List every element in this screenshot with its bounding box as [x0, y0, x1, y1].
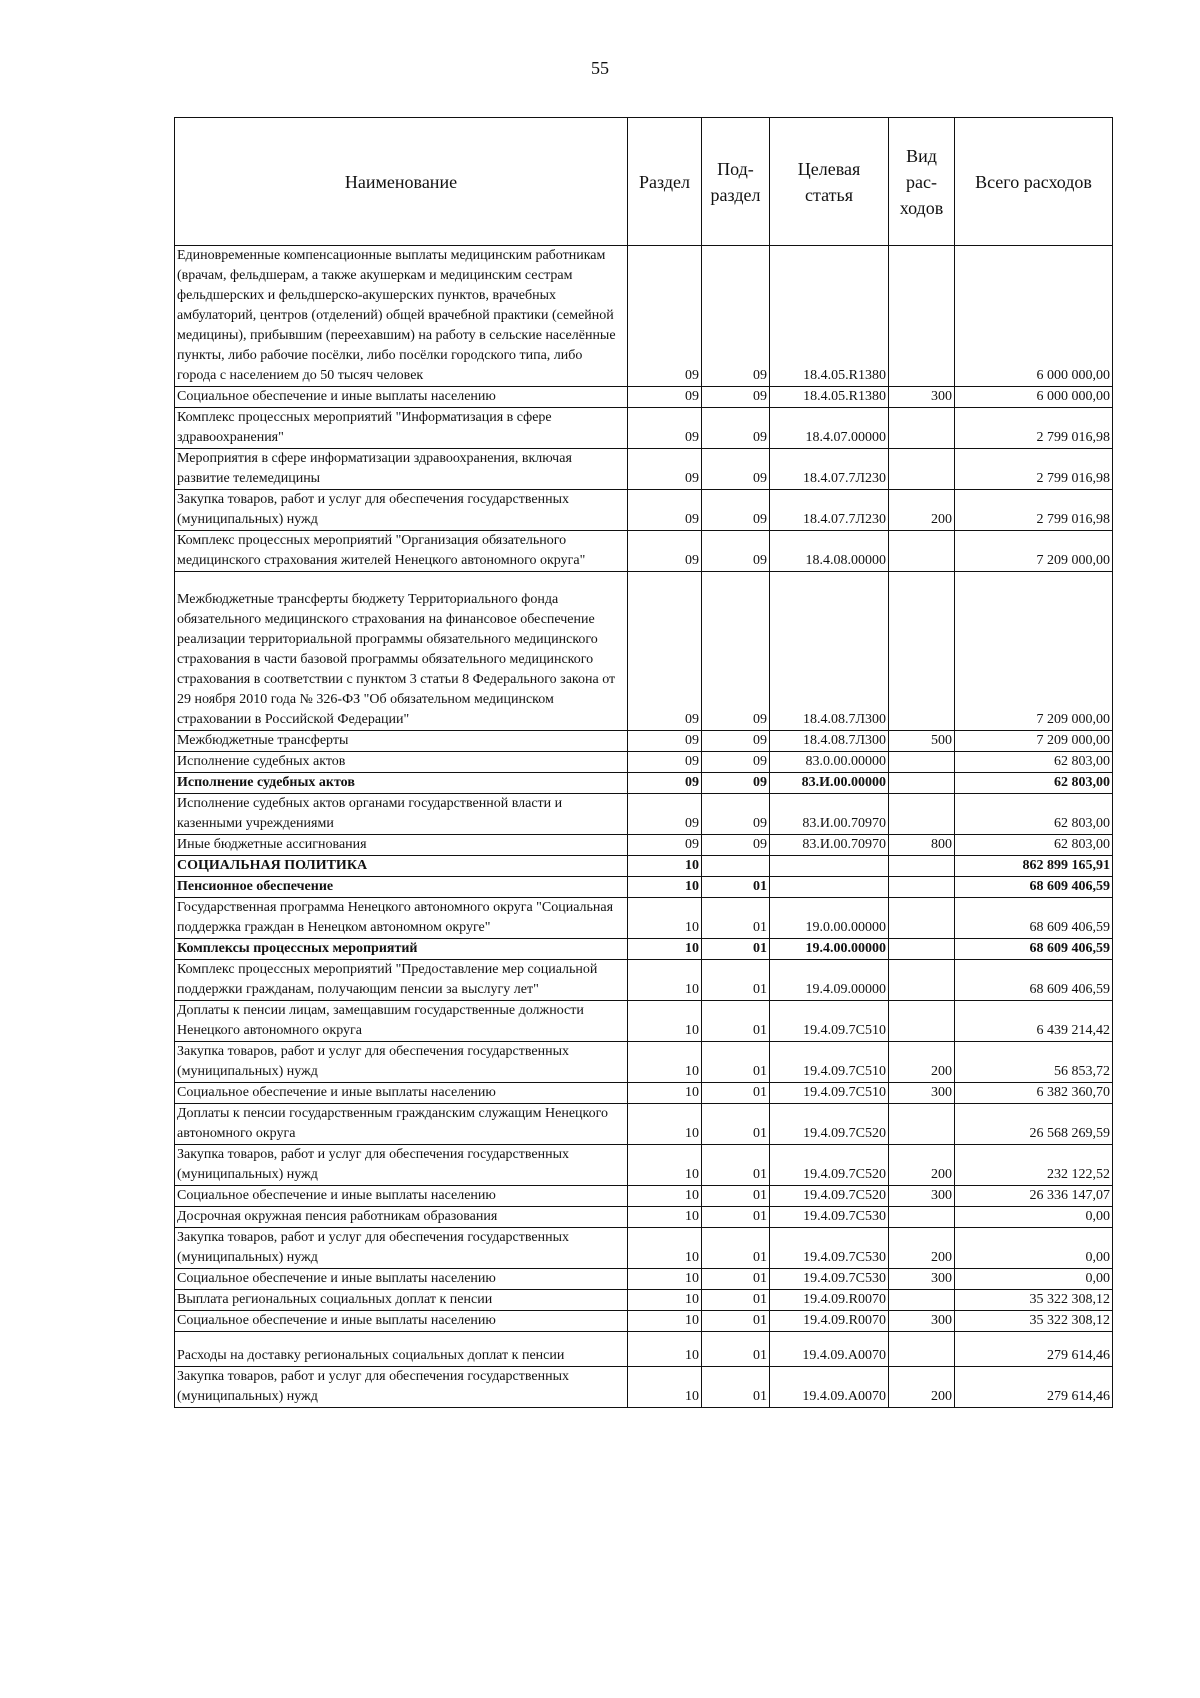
row-razdel: 09: [628, 731, 702, 752]
row-name: Иные бюджетные ассигнования: [175, 835, 628, 856]
row-vid-rashodov: [889, 572, 955, 731]
row-vid-rashodov: 200: [889, 1042, 955, 1083]
row-vid-rashodov: [889, 773, 955, 794]
row-podrazdel: 09: [702, 731, 770, 752]
row-vsego-rashodov: 7 209 000,00: [955, 531, 1113, 572]
row-name: Комплекс процессных мероприятий "Организация обязательного медицинского страхования жителей Ненецкого автономного округа": [175, 531, 628, 572]
table-row: [175, 898, 1113, 939]
row-razdel: 09: [628, 449, 702, 490]
table-row: [175, 1207, 1113, 1228]
row-name: Комплекс процессных мероприятий "Информатизация в сфере здравоохранения": [175, 408, 628, 449]
row-tselevaya-statya: 19.4.09.А0070: [770, 1367, 889, 1408]
budget-table: [174, 117, 1113, 1408]
row-name: Межбюджетные трансферты: [175, 731, 628, 752]
row-tselevaya-statya: 19.4.00.00000: [770, 939, 889, 960]
row-vsego-rashodov: 6 439 214,42: [955, 1001, 1113, 1042]
row-podrazdel: 01: [702, 898, 770, 939]
row-tselevaya-statya: 18.4.08.7Л300: [770, 731, 889, 752]
row-name: Исполнение судебных актов: [175, 773, 628, 794]
row-razdel: 09: [628, 408, 702, 449]
row-vid-rashodov: 300: [889, 387, 955, 408]
row-name: Комплекс процессных мероприятий "Предоставление мер социальной поддержки гражданам, получающим пенсии за выслугу лет": [175, 960, 628, 1001]
row-tselevaya-statya: 83.0.00.00000: [770, 752, 889, 773]
row-podrazdel: 01: [702, 1311, 770, 1332]
table-row: [175, 1145, 1113, 1186]
row-vsego-rashodov: 6 000 000,00: [955, 387, 1113, 408]
row-tselevaya-statya: 19.4.09.7С520: [770, 1104, 889, 1145]
row-tselevaya-statya: 19.4.09.R0070: [770, 1290, 889, 1311]
row-vid-rashodov: [889, 246, 955, 387]
table-row: [175, 1104, 1113, 1145]
row-name: Социальное обеспечение и иные выплаты населению: [175, 1083, 628, 1104]
row-vsego-rashodov: 62 803,00: [955, 752, 1113, 773]
row-razdel: 09: [628, 773, 702, 794]
table-row: [175, 794, 1113, 835]
row-vsego-rashodov: 62 803,00: [955, 794, 1113, 835]
header-tselevaya-statya: Целевая статья: [770, 118, 889, 246]
table-row: [175, 1001, 1113, 1042]
row-podrazdel: 09: [702, 794, 770, 835]
table-row: [175, 387, 1113, 408]
row-vid-rashodov: [889, 752, 955, 773]
table-row: [175, 939, 1113, 960]
row-vid-rashodov: 300: [889, 1311, 955, 1332]
table-row: [175, 731, 1113, 752]
row-razdel: 10: [628, 1367, 702, 1408]
row-podrazdel: 09: [702, 387, 770, 408]
row-name: Мероприятия в сфере информатизации здравоохранения, включая развитие телемедицины: [175, 449, 628, 490]
row-vid-rashodov: [889, 1290, 955, 1311]
row-razdel: 10: [628, 1290, 702, 1311]
row-name: Закупка товаров, работ и услуг для обеспечения государственных (муниципальных) нужд: [175, 490, 628, 531]
row-vsego-rashodov: 26 336 147,07: [955, 1186, 1113, 1207]
table-row: [175, 877, 1113, 898]
row-vsego-rashodov: 35 322 308,12: [955, 1311, 1113, 1332]
header-vsego-rashodov: Всего расходов: [955, 118, 1113, 246]
row-vsego-rashodov: 2 799 016,98: [955, 490, 1113, 531]
table-row: [175, 449, 1113, 490]
row-podrazdel: 01: [702, 877, 770, 898]
row-tselevaya-statya: 18.4.08.00000: [770, 531, 889, 572]
row-vid-rashodov: [889, 856, 955, 877]
row-podrazdel: 01: [702, 1042, 770, 1083]
row-name: Государственная программа Ненецкого автономного округа "Социальная поддержка граждан в Ненецком автономном округе": [175, 898, 628, 939]
table-row: [175, 246, 1113, 387]
row-vsego-rashodov: 68 609 406,59: [955, 877, 1113, 898]
row-tselevaya-statya: 19.4.09.7С510: [770, 1083, 889, 1104]
row-podrazdel: 01: [702, 1104, 770, 1145]
row-podrazdel: 01: [702, 960, 770, 1001]
row-name: Закупка товаров, работ и услуг для обеспечения государственных (муниципальных) нужд: [175, 1145, 628, 1186]
row-name: Социальное обеспечение и иные выплаты населению: [175, 387, 628, 408]
row-podrazdel: 09: [702, 773, 770, 794]
row-vid-rashodov: [889, 531, 955, 572]
table-row: [175, 1311, 1113, 1332]
row-tselevaya-statya: 19.4.09.7С530: [770, 1269, 889, 1290]
row-razdel: 10: [628, 856, 702, 877]
table-row: [175, 856, 1113, 877]
row-vsego-rashodov: 62 803,00: [955, 773, 1113, 794]
row-razdel: 10: [628, 898, 702, 939]
row-name: Единовременные компенсационные выплаты медицинским работникам (врачам, фельдшерам, а также акушеркам и медицинским сестрам фельдшерских и фельдшерско-акушерских пунктов, врачебных амбулаторий, центров (отделений) общей врачебной практики (семейной медицины), прибывшим (переехавшим) на работу в сельские населённые пункты, либо рабочие посёлки, либо посёлки городского типа, либо города с населением до 50 тысяч человек: [175, 246, 628, 387]
row-name: Комплексы процессных мероприятий: [175, 939, 628, 960]
row-podrazdel: 09: [702, 490, 770, 531]
row-name: Социальное обеспечение и иные выплаты населению: [175, 1311, 628, 1332]
row-vsego-rashodov: 0,00: [955, 1228, 1113, 1269]
row-podrazdel: 09: [702, 449, 770, 490]
row-vid-rashodov: [889, 794, 955, 835]
row-podrazdel: 09: [702, 246, 770, 387]
row-razdel: 10: [628, 1269, 702, 1290]
row-vid-rashodov: [889, 1332, 955, 1367]
table-row: [175, 752, 1113, 773]
table-row: [175, 1367, 1113, 1408]
row-vsego-rashodov: 2 799 016,98: [955, 408, 1113, 449]
row-name: Доплаты к пенсии лицам, замещавшим государственные должности Ненецкого автономного округа: [175, 1001, 628, 1042]
row-vid-rashodov: 200: [889, 1228, 955, 1269]
header-name: Наименование: [175, 118, 628, 246]
table-header-row: [175, 118, 1113, 246]
row-razdel: 09: [628, 387, 702, 408]
row-name: Расходы на доставку региональных социальных доплат к пенсии: [175, 1332, 628, 1367]
row-podrazdel: 01: [702, 1269, 770, 1290]
row-razdel: 10: [628, 1207, 702, 1228]
row-vid-rashodov: [889, 449, 955, 490]
row-tselevaya-statya: 83.И.00.70970: [770, 794, 889, 835]
row-podrazdel: 09: [702, 572, 770, 731]
row-razdel: 10: [628, 877, 702, 898]
row-name: Доплаты к пенсии государственным гражданским служащим Ненецкого автономного округа: [175, 1104, 628, 1145]
row-name: Выплата региональных социальных доплат к пенсии: [175, 1290, 628, 1311]
row-vsego-rashodov: 2 799 016,98: [955, 449, 1113, 490]
row-podrazdel: 01: [702, 1145, 770, 1186]
row-vsego-rashodov: 68 609 406,59: [955, 898, 1113, 939]
row-vid-rashodov: [889, 1001, 955, 1042]
row-vsego-rashodov: 62 803,00: [955, 835, 1113, 856]
row-vsego-rashodov: 68 609 406,59: [955, 939, 1113, 960]
row-name: Социальное обеспечение и иные выплаты населению: [175, 1269, 628, 1290]
row-vid-rashodov: 200: [889, 1367, 955, 1408]
table-row: [175, 572, 1113, 731]
row-razdel: 09: [628, 572, 702, 731]
row-podrazdel: 09: [702, 752, 770, 773]
row-tselevaya-statya: 18.4.07.00000: [770, 408, 889, 449]
row-podrazdel: 01: [702, 1332, 770, 1367]
row-tselevaya-statya: 18.4.05.R1380: [770, 246, 889, 387]
row-tselevaya-statya: 19.4.09.7С520: [770, 1145, 889, 1186]
row-podrazdel: 01: [702, 1228, 770, 1269]
row-razdel: 10: [628, 1042, 702, 1083]
row-tselevaya-statya: 19.4.09.7С510: [770, 1001, 889, 1042]
row-podrazdel: 01: [702, 1207, 770, 1228]
row-vid-rashodov: 300: [889, 1186, 955, 1207]
row-tselevaya-statya: 19.4.09.7С510: [770, 1042, 889, 1083]
row-name: Досрочная окружная пенсия работникам образования: [175, 1207, 628, 1228]
row-razdel: 10: [628, 1332, 702, 1367]
row-vid-rashodov: 300: [889, 1083, 955, 1104]
row-razdel: 09: [628, 531, 702, 572]
row-podrazdel: 01: [702, 1290, 770, 1311]
row-tselevaya-statya: 19.4.09.R0070: [770, 1311, 889, 1332]
row-tselevaya-statya: 19.0.00.00000: [770, 898, 889, 939]
row-name: Исполнение судебных актов: [175, 752, 628, 773]
row-podrazdel: 09: [702, 531, 770, 572]
table-row: [175, 1083, 1113, 1104]
row-name: Социальное обеспечение и иные выплаты населению: [175, 1186, 628, 1207]
row-vsego-rashodov: 0,00: [955, 1207, 1113, 1228]
row-tselevaya-statya: 19.4.09.7С530: [770, 1207, 889, 1228]
table-row: [175, 1042, 1113, 1083]
row-tselevaya-statya: 19.4.09.А0070: [770, 1332, 889, 1367]
row-tselevaya-statya: [770, 856, 889, 877]
row-razdel: 10: [628, 939, 702, 960]
row-vid-rashodov: 200: [889, 490, 955, 531]
row-razdel: 09: [628, 246, 702, 387]
row-vid-rashodov: [889, 898, 955, 939]
row-razdel: 10: [628, 1311, 702, 1332]
row-vsego-rashodov: 6 000 000,00: [955, 246, 1113, 387]
row-name: Пенсионное обеспечение: [175, 877, 628, 898]
row-razdel: 09: [628, 490, 702, 531]
row-name: Закупка товаров, работ и услуг для обеспечения государственных (муниципальных) нужд: [175, 1367, 628, 1408]
table-row: [175, 1332, 1113, 1367]
row-razdel: 09: [628, 794, 702, 835]
row-razdel: 10: [628, 1001, 702, 1042]
row-tselevaya-statya: 19.4.09.7С520: [770, 1186, 889, 1207]
header-razdel: Раздел: [628, 118, 702, 246]
row-vsego-rashodov: 0,00: [955, 1269, 1113, 1290]
table-row: [175, 1290, 1113, 1311]
row-vid-rashodov: [889, 408, 955, 449]
row-vid-rashodov: 300: [889, 1269, 955, 1290]
row-tselevaya-statya: [770, 877, 889, 898]
page-number: 55: [591, 58, 609, 78]
row-vsego-rashodov: 232 122,52: [955, 1145, 1113, 1186]
row-vsego-rashodov: 35 322 308,12: [955, 1290, 1113, 1311]
row-podrazdel: [702, 856, 770, 877]
row-podrazdel: 09: [702, 835, 770, 856]
row-tselevaya-statya: 18.4.08.7Л300: [770, 572, 889, 731]
row-vsego-rashodov: 279 614,46: [955, 1367, 1113, 1408]
row-tselevaya-statya: 18.4.05.R1380: [770, 387, 889, 408]
row-vid-rashodov: [889, 1104, 955, 1145]
row-razdel: 10: [628, 1186, 702, 1207]
table-row: [175, 1186, 1113, 1207]
table-row: [175, 490, 1113, 531]
row-vsego-rashodov: 7 209 000,00: [955, 572, 1113, 731]
row-tselevaya-statya: 18.4.07.7Л230: [770, 449, 889, 490]
row-vid-rashodov: 800: [889, 835, 955, 856]
table-row: [175, 408, 1113, 449]
row-tselevaya-statya: 83.И.00.00000: [770, 773, 889, 794]
row-name: Закупка товаров, работ и услуг для обеспечения государственных (муниципальных) нужд: [175, 1228, 628, 1269]
table-row: [175, 531, 1113, 572]
row-podrazdel: 01: [702, 1367, 770, 1408]
row-razdel: 10: [628, 1083, 702, 1104]
row-podrazdel: 01: [702, 1083, 770, 1104]
row-razdel: 10: [628, 1145, 702, 1186]
header-vid-rashodov: Вид рас- ходов: [889, 118, 955, 246]
row-razdel: 10: [628, 1104, 702, 1145]
row-name: Исполнение судебных актов органами государственной власти и казенными учреждениями: [175, 794, 628, 835]
row-name: СОЦИАЛЬНАЯ ПОЛИТИКА: [175, 856, 628, 877]
row-tselevaya-statya: 19.4.09.7С530: [770, 1228, 889, 1269]
table-row: [175, 1269, 1113, 1290]
row-vid-rashodov: [889, 877, 955, 898]
row-vsego-rashodov: 6 382 360,70: [955, 1083, 1113, 1104]
row-tselevaya-statya: 19.4.09.00000: [770, 960, 889, 1001]
row-razdel: 10: [628, 1228, 702, 1269]
row-vid-rashodov: 200: [889, 1145, 955, 1186]
row-vid-rashodov: [889, 1207, 955, 1228]
row-vid-rashodov: [889, 960, 955, 1001]
header-podrazdel: Под- раздел: [702, 118, 770, 246]
row-podrazdel: 01: [702, 1001, 770, 1042]
row-razdel: 10: [628, 960, 702, 1001]
row-razdel: 09: [628, 752, 702, 773]
row-podrazdel: 01: [702, 1186, 770, 1207]
row-name: Межбюджетные трансферты бюджету Территориального фонда обязательного медицинского страхования на финансовое обеспечение реализации территориальной программы обязательного медицинского страхования в части базовой программы обязательного медицинского страхования в соответствии с пунктом 3 статьи 8 Федерального закона от 29 ноября 2010 года № 326-ФЗ "Об обязательном медицинском страховании в Российской Федерации": [175, 572, 628, 731]
row-vid-rashodov: 500: [889, 731, 955, 752]
row-vsego-rashodov: 56 853,72: [955, 1042, 1113, 1083]
row-podrazdel: 09: [702, 408, 770, 449]
row-podrazdel: 01: [702, 939, 770, 960]
row-vid-rashodov: [889, 939, 955, 960]
row-tselevaya-statya: 18.4.07.7Л230: [770, 490, 889, 531]
row-name: Закупка товаров, работ и услуг для обеспечения государственных (муниципальных) нужд: [175, 1042, 628, 1083]
table-row: [175, 960, 1113, 1001]
row-vsego-rashodov: 279 614,46: [955, 1332, 1113, 1367]
row-vsego-rashodov: 862 899 165,91: [955, 856, 1113, 877]
table-row: [175, 835, 1113, 856]
row-razdel: 09: [628, 835, 702, 856]
row-vsego-rashodov: 26 568 269,59: [955, 1104, 1113, 1145]
row-vsego-rashodov: 68 609 406,59: [955, 960, 1113, 1001]
table-row: [175, 773, 1113, 794]
row-vsego-rashodov: 7 209 000,00: [955, 731, 1113, 752]
table-row: [175, 1228, 1113, 1269]
row-tselevaya-statya: 83.И.00.70970: [770, 835, 889, 856]
